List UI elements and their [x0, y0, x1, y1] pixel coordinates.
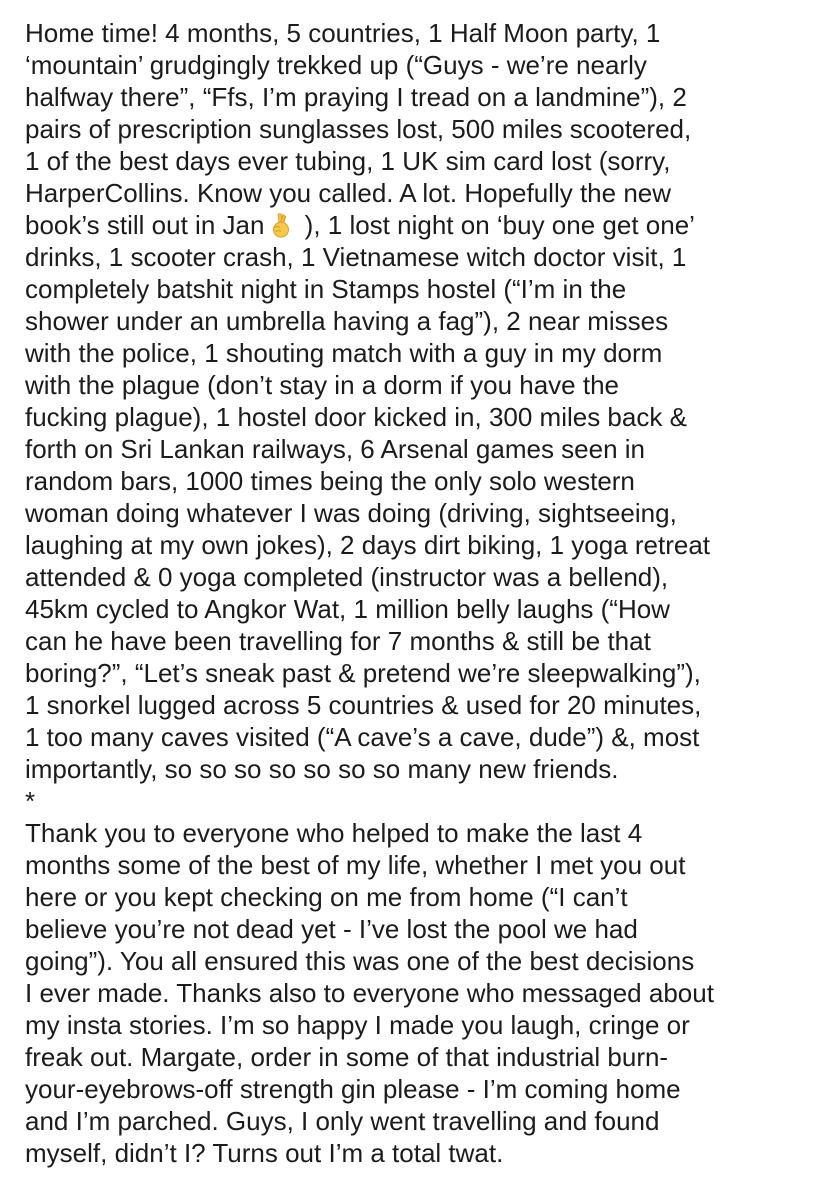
text-line	[25, 209, 815, 241]
text-line: shower under an umbrella having a fag”), 2 near misses	[25, 306, 669, 336]
text-line: 1 snorkel lugged across 5 countries & used for 20 minutes,	[25, 690, 702, 720]
text-line: my insta stories. I’m so happy I made you laugh, cringe or	[25, 1010, 690, 1040]
text-line: 1 of the best days ever tubing, 1 UK sim card lost (sorry,	[25, 146, 671, 176]
text-line: forth on Sri Lankan railways, 6 Arsenal games seen in	[25, 434, 646, 464]
separator: *	[25, 786, 36, 816]
text-line: pairs of prescription sunglasses lost, 500 miles scootered,	[25, 114, 692, 144]
text-line: fucking plague), 1 hostel door kicked in, 300 miles back &	[25, 402, 687, 432]
text-line: ‘mountain’ grudgingly trekked up (“Guys - we’re nearly	[25, 50, 647, 80]
text-line: random bars, 1000 times being the only solo western	[25, 466, 635, 496]
text-segment: book’s still out in Jan	[25, 210, 265, 240]
text-line: importantly, so so so so so so so many new friends.	[25, 754, 619, 784]
text-line: believe you’re not dead yet - I’ve lost the pool we had	[25, 914, 638, 944]
text-line: freak out. Margate, order in some of that industrial burn-	[25, 1042, 669, 1072]
text-line: attended & 0 yoga completed (instructor was a bellend),	[25, 562, 669, 592]
paragraph-thanks	[25, 817, 815, 1169]
text-line: I ever made. Thanks also to everyone who messaged about	[25, 978, 714, 1008]
text-line: Thank you to everyone who helped to make the last 4	[25, 818, 643, 848]
text-line: going”). You all ensured this was one of the best decisions	[25, 946, 695, 976]
text-line: can he have been travelling for 7 months & still be that	[25, 626, 651, 656]
text-line: 45km cycled to Angkor Wat, 1 million belly laughs (“How	[25, 594, 670, 624]
text-line: HarperCollins. Know you called. A lot. Hopefully the new	[25, 178, 672, 208]
text-line: here or you kept checking on me from home (“I can’t	[25, 882, 628, 912]
text-line: your-eyebrows-off strength gin please - I’m coming home	[25, 1074, 681, 1104]
text-segment: ), 1 lost night on ‘buy one get one’	[297, 210, 695, 240]
text-line: drinks, 1 scooter crash, 1 Vietnamese witch doctor visit, 1	[25, 242, 687, 272]
text-line: 1 too many caves visited (“A cave’s a cave, dude”) &, most	[25, 722, 700, 752]
text-line: with the plague (don’t stay in a dorm if you have the	[25, 370, 620, 400]
text-line: completely batshit night in Stamps hostel (“I’m in the	[25, 274, 627, 304]
post-body	[25, 17, 815, 1169]
text-line: months some of the best of my life, whether I met you out	[25, 850, 686, 880]
paragraph-summary	[25, 17, 815, 785]
text-line: woman doing whatever I was doing (driving, sightseeing,	[25, 498, 677, 528]
crossed-fingers-icon	[264, 210, 297, 240]
text-line: boring?”, “Let’s sneak past & pretend we’re sleepwalking”),	[25, 658, 701, 688]
text-line: halfway there”, “Ffs, I’m praying I tread on a landmine”), 2	[25, 82, 687, 112]
text-line: with the police, 1 shouting match with a guy in my dorm	[25, 338, 663, 368]
text-line: myself, didn’t I? Turns out I’m a total twat.	[25, 1138, 504, 1168]
text-line: Home time! 4 months, 5 countries, 1 Half Moon party, 1	[25, 18, 661, 48]
text-line: and I’m parched. Guys, I only went travelling and found	[25, 1106, 660, 1136]
text-line: laughing at my own jokes), 2 days dirt biking, 1 yoga retreat	[25, 530, 711, 560]
